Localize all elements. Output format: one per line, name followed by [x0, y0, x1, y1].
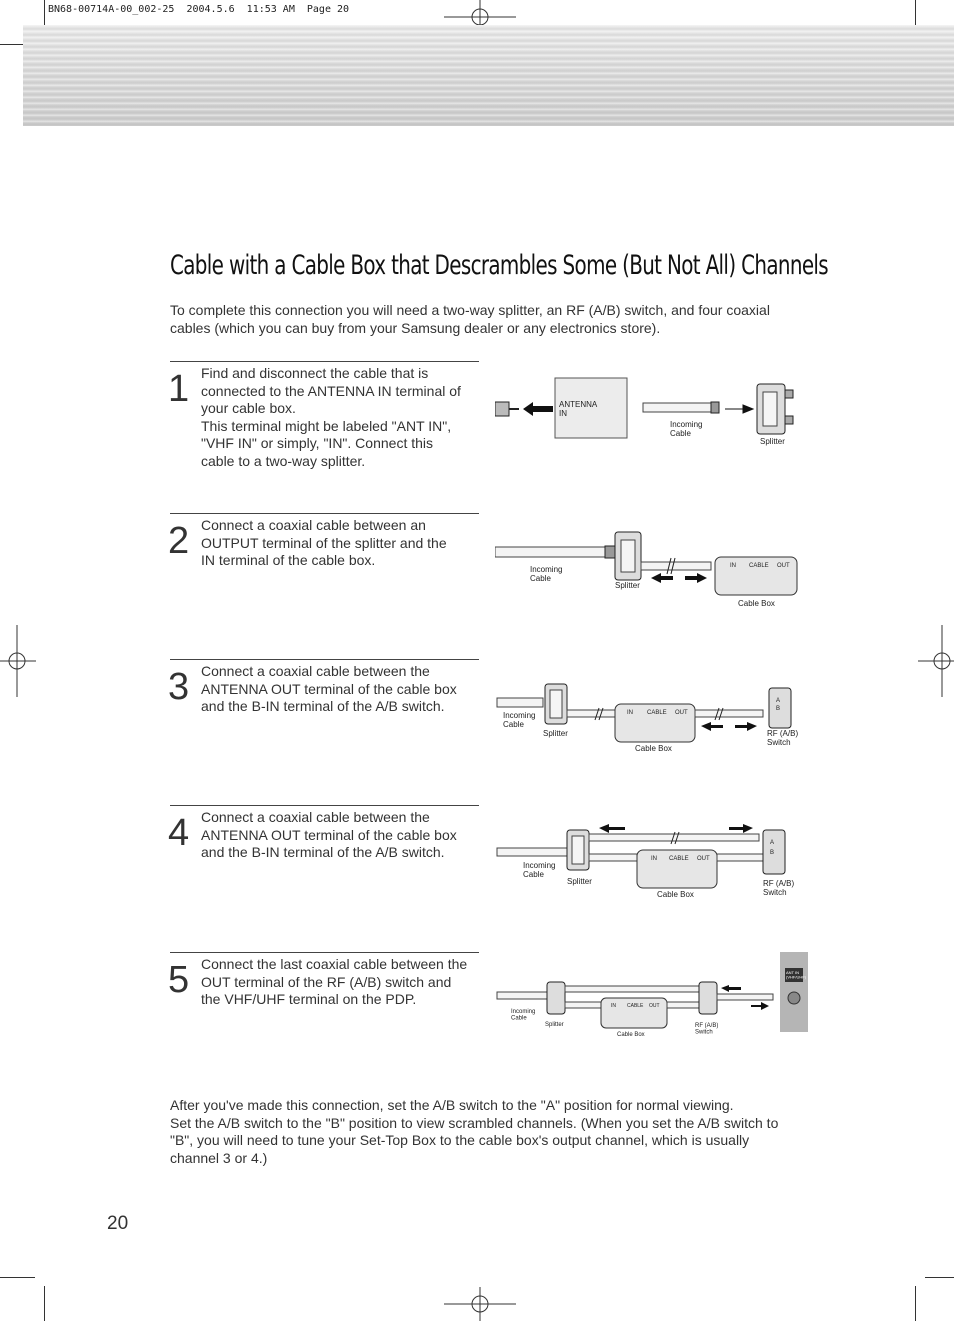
antenna-in-label-text: ANTENNA IN	[559, 400, 598, 418]
diagram-step-5	[495, 952, 810, 1040]
step-text: Connect a coaxial cable between the ANTENNA OUT terminal of the cable box and the B-IN terminal of the A/B switch.	[201, 663, 457, 714]
vhf-uhf-terminal-icon	[788, 992, 800, 1004]
splitter-label: Splitter	[543, 729, 568, 738]
arrow-right-icon	[729, 824, 753, 833]
splitter-label: Splitter	[545, 1022, 564, 1028]
incoming-cable-label: Incoming Cable	[523, 861, 556, 879]
arrow-left-icon	[651, 573, 673, 583]
box-in-label: IN	[627, 710, 633, 716]
step-divider	[170, 952, 479, 953]
box-cable-label: CABLE	[647, 710, 667, 716]
box-out-label: OUT	[777, 563, 790, 569]
cable-box-label: Cable Box	[657, 890, 694, 899]
incoming-cable-label: Incoming Cable	[670, 420, 703, 438]
step-divider	[170, 659, 479, 660]
splitter-label: Splitter	[615, 581, 640, 590]
diagram-step-4	[495, 822, 805, 902]
box-out-label: OUT	[649, 1003, 660, 1009]
diagram-step-1	[495, 372, 805, 452]
step-number: 4	[168, 812, 190, 854]
after-connection-paragraph: After you've made this connection, set the A/B switch to the "A" position for normal viewing. Set the A/B switch to the "B" position to view scrambled channels. (When you set the A/B switch to "B", you will need to tune your Set-Top Box to the cable box's output channel, which is usually channel 3 or 4.)	[170, 1097, 779, 1166]
box-cable-label: CABLE	[669, 856, 689, 862]
incoming-cable-label: Incoming Cable	[511, 1009, 536, 1022]
coax-connector-icon	[495, 402, 509, 416]
cable-box-label: Cable Box	[617, 1032, 645, 1038]
arrow-right-icon	[751, 1002, 769, 1010]
registration-mark-bottom	[444, 1287, 516, 1321]
diagram-step-2	[495, 522, 805, 612]
arrow-right-icon	[735, 722, 757, 731]
pdp-terminal-label: ANT IN (VHF/UHF)	[786, 970, 806, 980]
page-title: Cable with a Cable Box that Descrambles Some (But Not All) Channels	[170, 250, 829, 281]
step-number: 3	[168, 666, 190, 708]
registration-mark-left	[0, 625, 36, 697]
step-divider	[170, 361, 479, 362]
incoming-cable-label: Incoming Cable	[503, 711, 536, 729]
splitter-label: Splitter	[567, 877, 592, 886]
intro-paragraph: To complete this connection you will need a two-way splitter, an RF (A/B) switch, and four coaxial cables (which you can buy from your Samsung dealer or any electronics store).	[170, 302, 770, 336]
arrow-right-icon	[725, 405, 753, 413]
step-number: 1	[168, 368, 190, 410]
incoming-cable-label: Incoming Cable	[530, 565, 563, 583]
print-header: BN68-00714A-00_002-25 2004.5.6 11:53 AM Page 20	[48, 4, 350, 15]
box-cable-label: CABLE	[749, 563, 769, 569]
box-in-label: IN	[730, 563, 736, 569]
splitter-icon	[547, 982, 565, 1014]
arrow-left-icon	[523, 402, 553, 416]
header-banner	[23, 25, 954, 126]
step-number: 2	[168, 520, 190, 562]
arrow-left-icon	[599, 824, 625, 833]
step-divider	[170, 805, 479, 806]
rf-switch-label: RF (A/B) Switch	[695, 1023, 719, 1036]
step-text: Connect a coaxial cable between an OUTPUT terminal of the splitter and the IN terminal of the cable box.	[201, 517, 447, 568]
arrow-left-icon	[721, 985, 741, 992]
arrow-left-icon	[701, 722, 723, 731]
page-number: 20	[107, 1213, 129, 1234]
rf-switch-label: RF (A/B) Switch	[767, 729, 799, 747]
step-divider	[170, 513, 479, 514]
box-cable-label: CABLE	[627, 1003, 644, 1009]
registration-mark-right	[918, 625, 954, 697]
box-in-label: IN	[611, 1003, 616, 1009]
rf-switch-label: RF (A/B) Switch	[763, 879, 795, 897]
cable-box-label: Cable Box	[635, 744, 672, 753]
cable-box-label: Cable Box	[738, 599, 775, 608]
splitter-label: Splitter	[760, 437, 785, 446]
rf-switch-icon	[699, 982, 717, 1014]
diagram-step-3	[495, 678, 805, 756]
box-out-label: OUT	[675, 710, 688, 716]
switch-b-label: B	[770, 850, 775, 856]
switch-b-label: B	[776, 706, 781, 712]
step-text: Find and disconnect the cable that is connected to the ANTENNA IN terminal of your cable box. This terminal might be labeled "ANT IN", "VHF IN" or simply, "IN". Connect this cable to a two-way splitter.	[201, 365, 461, 469]
box-in-label: IN	[651, 856, 657, 862]
switch-a-label: A	[770, 840, 775, 846]
arrow-right-icon	[685, 573, 707, 583]
step-text: Connect the last coaxial cable between the OUT terminal of the RF (A/B) switch and the VHF/UHF terminal on the PDP.	[201, 956, 468, 1007]
step-text: Connect a coaxial cable between the ANTENNA OUT terminal of the cable box and the B-IN terminal of the A/B switch.	[201, 809, 457, 860]
box-out-label: OUT	[697, 856, 710, 862]
step-number: 5	[168, 959, 190, 1001]
switch-a-label: A	[776, 698, 781, 704]
